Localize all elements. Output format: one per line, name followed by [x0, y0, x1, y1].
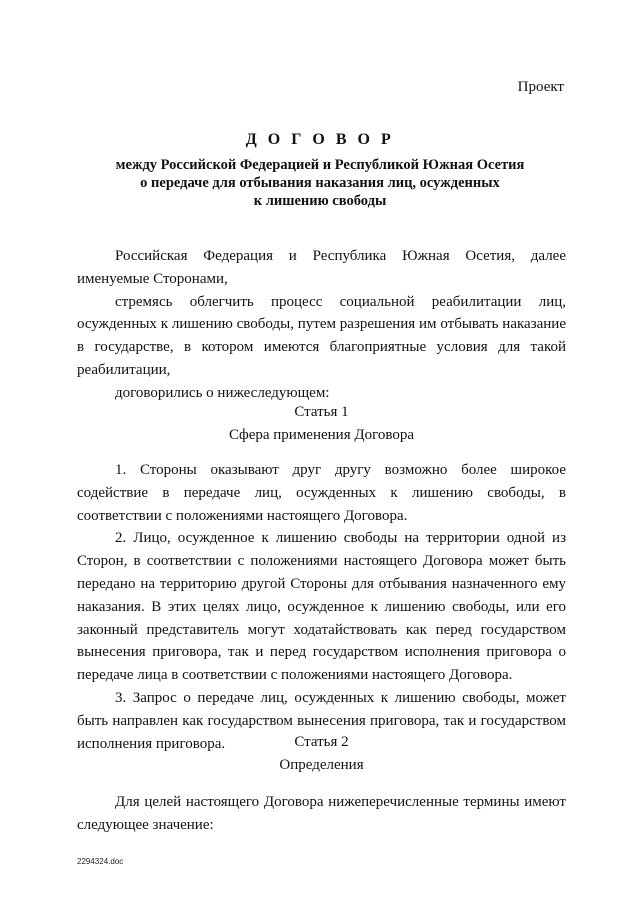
document-file-id: 2294324.doc [77, 857, 124, 866]
article-number: Статья 1 [294, 404, 349, 420]
article-heading: Сфера применения Договора [228, 426, 415, 443]
preamble [77, 245, 566, 405]
subtitle-line: между Российской Федерацией и Республикой Южная Осетия [115, 157, 525, 173]
subtitle-line: к лишению свободы [253, 193, 387, 209]
article-paragraph: Для целей настоящего Договора нижеперечисленные термины имеют следующее значение: [77, 794, 566, 833]
document-subtitle [100, 156, 540, 210]
article-2-body [77, 791, 566, 837]
draft-label: Проект [517, 79, 564, 95]
article-paragraph: 1. Стороны оказывают друг другу возможно более широкое содействие в передаче лиц, осужденных к лишению свободы, в соответствии с положениями настоящего Договора. [77, 462, 566, 524]
article-paragraph: 2. Лицо, осужденное к лишению свободы на территории одной из Сторон, в соответствии с положениями настоящего Договора может быть передано на территорию другой Стороны для отбывания назначенного ему наказания. В этих целях лицо, осужденное к лишению свободы, или его законный представитель могут ходатайствовать как перед государством вынесения приговора, так и перед государством исполнения приговора о передаче лица в соответствии с положениями настоящего Договора. [77, 530, 566, 684]
article-2 [77, 731, 566, 777]
preamble-paragraph: Российская Федерация и Республика Южная Осетия, далее именуемые Сторонами, [77, 248, 566, 287]
article-1-body [77, 459, 566, 755]
preamble-paragraph: договорились о нижеследующем: [115, 384, 330, 401]
document-title: Д О Г О В О Р [245, 131, 395, 148]
article-1 [77, 401, 566, 447]
preamble-paragraph: стремясь облегчить процесс социальной реабилитации лиц, осужденных к лишению свободы, путем разрешения им отбывать наказание в государстве, в котором имеются благоприятные условия для такой реабилитации, [77, 293, 566, 378]
article-number: Статья 2 [294, 734, 349, 750]
article-heading: Определения [279, 756, 364, 773]
subtitle-line: о передаче для отбывания наказания лиц, осужденных [140, 175, 500, 191]
article-paragraph: 3. Запрос о передаче лиц, осужденных к лишению свободы, может быть направлен как государством вынесения приговора, так и государством исполнения приговора. [77, 689, 566, 752]
